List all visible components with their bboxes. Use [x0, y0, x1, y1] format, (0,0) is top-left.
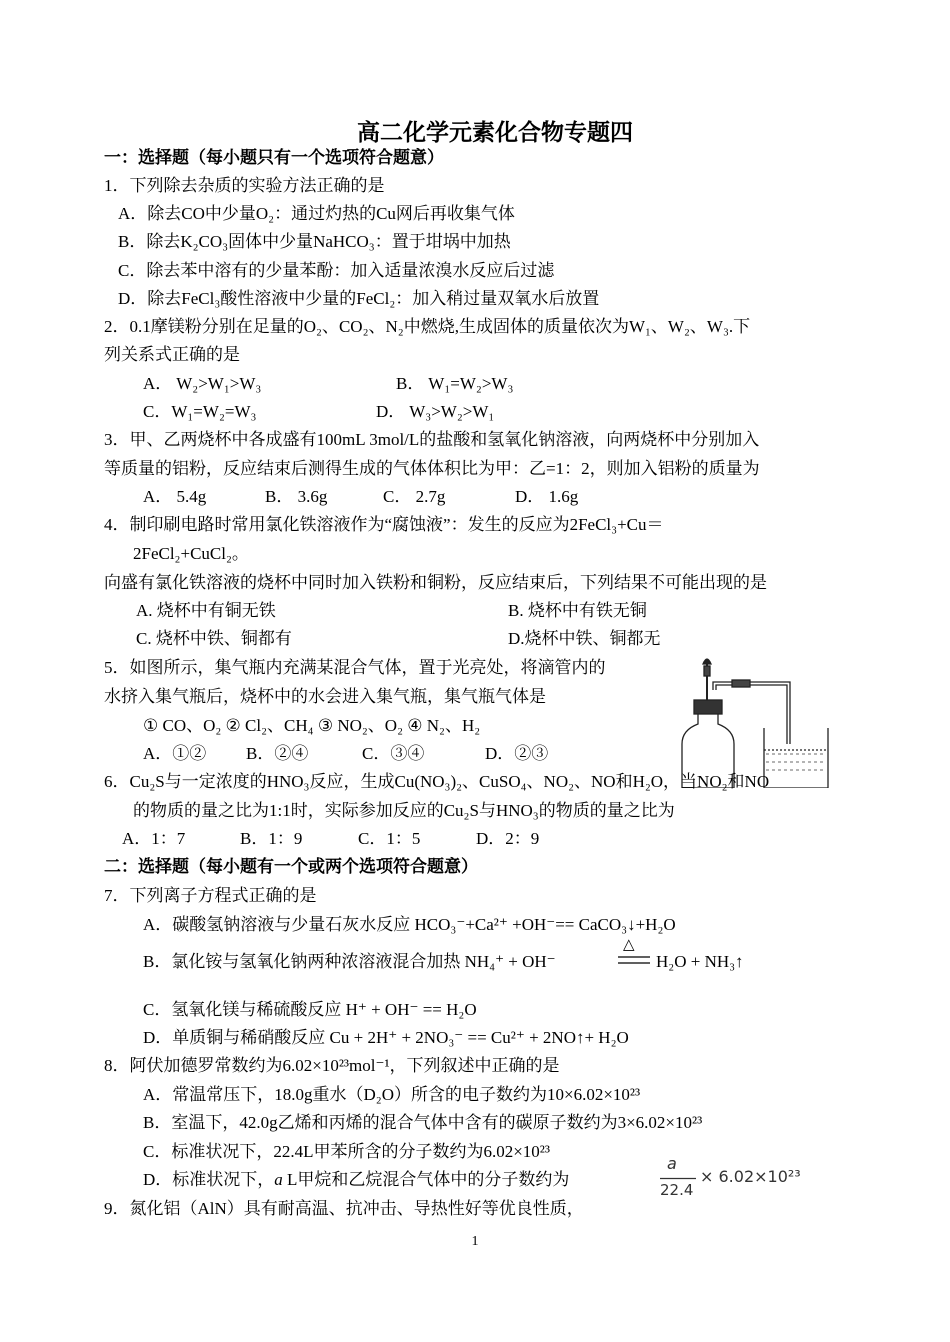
option-d-variable: a	[274, 1170, 283, 1189]
question-6-option-d: D．2：9	[476, 829, 540, 848]
question-4-stem: 4．制印刷电路时常用氯化铁溶液作为“腐蚀液”：发生的反应为2FeCl₃+Cu＝	[104, 515, 664, 534]
question-6-option-c: C．1：5	[358, 829, 421, 848]
question-5-choices: ① CO、O₂ ② Cl₂、CH₄ ③ NO₂、O₂ ④ N₂、H₂	[143, 716, 481, 735]
section-heading-2: 二：选择题（每小题有一个或两个选项符合题意）	[104, 857, 478, 876]
question-6-stem-cont: 的物质的量之比为1:1时，实际参加反应的Cu₂S与HNO₃的物质的量之比为	[133, 801, 675, 820]
question-1-option-a: A．除去CO中少量O₂：通过灼热的Cu网后再收集气体	[118, 204, 515, 223]
section-heading-1: 一：选择题（每小题只有一个选项符合题意）	[104, 148, 444, 167]
question-7-option-a: A．碳酸氢钠溶液与少量石灰水反应 HCO₃⁻+Ca²⁺ +OH⁻== CaCO₃↓+H₂O	[143, 915, 676, 934]
question-4-stem-cont: 2FeCl₂+CuCl₂。	[133, 544, 249, 563]
question-3-stem: 3．甲、乙两烧杯中各成盛有100mL 3mol/L的盐酸和氢氧化钠溶液，向两烧杯中分别加入	[104, 430, 760, 449]
question-8-option-b: B．室温下，42.0g乙烯和丙烯的混合气体中含有的碳原子数约为3×6.02×10²³	[143, 1113, 703, 1132]
fraction-multiplier: × 6.02×10²³	[700, 1167, 801, 1186]
question-4-option-b: B. 烧杯中有铁无铜	[508, 601, 647, 620]
question-7-option-b-products: H₂O + NH₃↑	[656, 952, 744, 971]
question-2-option-a: A． W₂>W₁>W₃	[143, 374, 262, 393]
question-6-option-a: A．1：7	[122, 829, 186, 848]
question-3-option-c: C． 2.7g	[383, 487, 446, 506]
question-1-option-d: D．除去FeCl₃酸性溶液中少量的FeCl₂：加入稍过量双氧水后放置	[118, 289, 600, 308]
question-2-option-b: B． W₁=W₂>W₃	[396, 374, 514, 393]
option-d-prefix: D．标准状况下，	[143, 1170, 275, 1189]
question-8-option-a: A．常温常压下，18.0g重水（D₂O）所含的电子数约为10×6.02×10²³	[143, 1085, 641, 1104]
question-3-stem-cont: 等质量的铝粉，反应结束后测得生成的气体体积比为甲：乙=1：2，则加入铝粉的质量为	[104, 459, 760, 478]
question-9-stem: 9．氮化铝（AlN）具有耐高温、抗冲击、导热性好等优良性质，	[104, 1199, 584, 1218]
question-4-option-c: C. 烧杯中铁、铜都有	[136, 629, 292, 648]
gas-bottle-apparatus-figure	[676, 652, 844, 788]
question-3-option-b: B． 3.6g	[265, 487, 328, 506]
question-8-option-c: C．标准状况下，22.4L甲苯所含的分子数约为6.02×10²³	[143, 1142, 551, 1161]
question-5-stem-cont: 水挤入集气瓶后，烧杯中的水会进入集气瓶，集气瓶气体是	[104, 687, 546, 706]
question-5-option-d: D．②③	[485, 744, 549, 763]
question-7-option-d: D．单质铜与稀硝酸反应 Cu + 2H⁺ + 2NO₃⁻ == Cu²⁺ + 2NO↑+ H₂O	[143, 1028, 629, 1047]
page-title: 高二化学元素化合物专题四	[357, 120, 633, 145]
question-3-option-d: D． 1.6g	[515, 487, 579, 506]
question-1-option-c: C．除去苯中溶有的少量苯酚：加入适量浓溴水反应后过滤	[118, 261, 555, 280]
question-6-stem: 6．Cu₂S与一定浓度的HNO₃反应，生成Cu(NO₃)₂、CuSO₄、NO₂、NO和H₂O，当NO₂和NO	[104, 772, 770, 791]
question-2-stem-cont: 列关系式正确的是	[104, 345, 240, 364]
question-1-stem: 1．下列除去杂质的实验方法正确的是	[104, 176, 385, 195]
question-5-option-c: C．③④	[362, 744, 425, 763]
option-d-suffix: L甲烷和乙烷混合气体中的分子数约为	[282, 1170, 570, 1189]
fraction-numerator: a	[667, 1154, 677, 1173]
equilibrium-double-line	[618, 954, 650, 966]
question-2-option-d: D． W₃>W₂>W₁	[376, 402, 495, 421]
question-3-option-a: A． 5.4g	[143, 487, 207, 506]
question-1-option-b: B．除去K₂CO₃固体中少量NaHCO₃：置于坩埚中加热	[118, 232, 511, 251]
question-2-stem: 2．0.1摩镁粉分别在足量的O₂、CO₂、N₂中燃烧,生成固体的质量依次为W₁、W₂、W₃.下	[104, 317, 751, 336]
question-7-option-c: C．氢氧化镁与稀硫酸反应 H⁺ + OH⁻ == H₂O	[143, 1000, 477, 1019]
question-6-option-b: B．1：9	[240, 829, 303, 848]
question-5-stem: 5．如图所示，集气瓶内充满某混合气体，置于光亮处，将滴管内的	[104, 658, 606, 677]
question-8-option-d	[143, 1169, 569, 1191]
question-8-stem: 8．阿伏加德罗常数约为6.02×10²³mol⁻¹，下列叙述中正确的是	[104, 1056, 560, 1075]
heat-symbol: △	[623, 937, 635, 953]
question-4-option-d: D.烧杯中铁、铜都无	[508, 629, 661, 648]
question-4-stem-cont-2: 向盛有氯化铁溶液的烧杯中同时加入铁粉和铜粉，反应结束后，下列结果不可能出现的是	[104, 573, 767, 592]
question-7-option-b: B．氯化铵与氢氧化钠两种浓溶液混合加热 NH₄⁺ + OH⁻	[143, 952, 556, 971]
question-4-option-a: A. 烧杯中有铜无铁	[136, 601, 276, 620]
question-5-option-b: B．②④	[246, 744, 309, 763]
fraction-denominator: 22.4	[660, 1181, 694, 1199]
question-5-option-a: A．①②	[143, 744, 207, 763]
question-2-option-c: C．W₁=W₂=W₃	[143, 402, 257, 421]
page-number: 1	[471, 1234, 479, 1249]
question-7-stem: 7．下列离子方程式正确的是	[104, 886, 317, 905]
